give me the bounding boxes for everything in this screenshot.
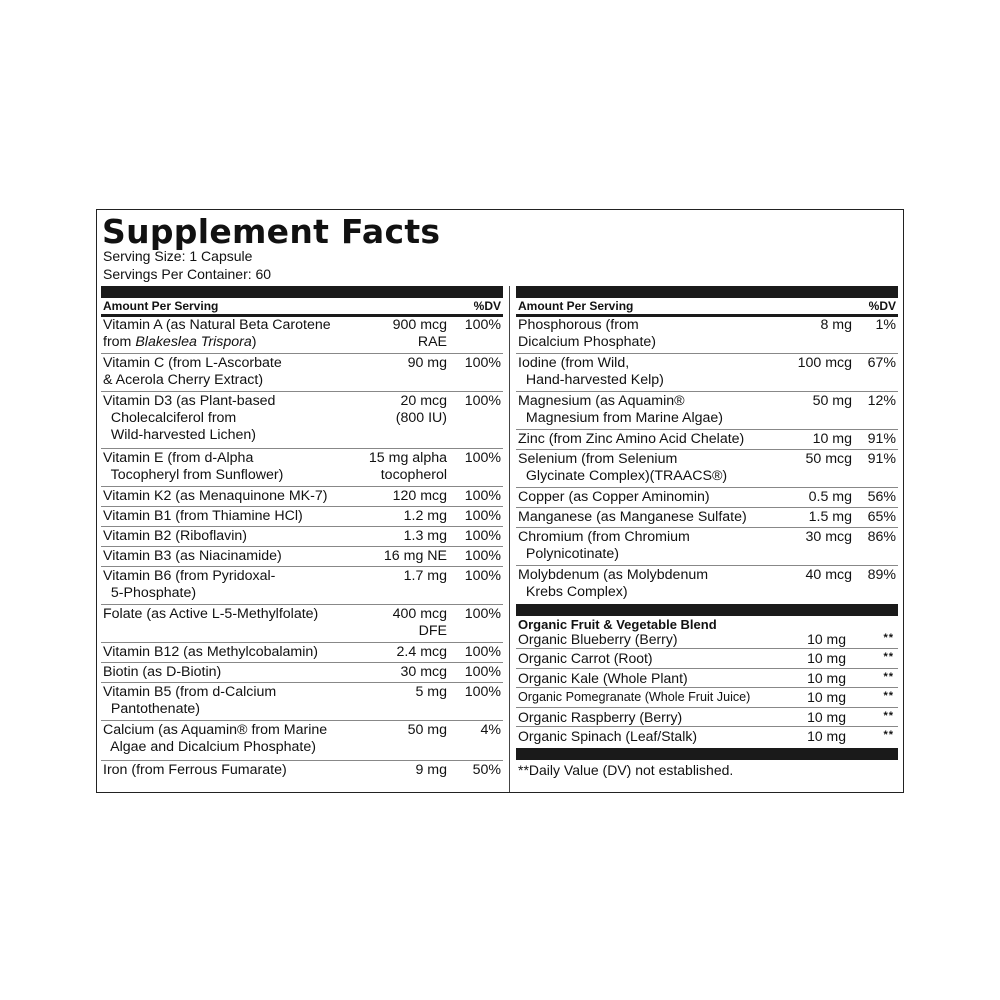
- ingredient-amount: 10 mg: [807, 708, 846, 725]
- blend-header: [516, 604, 898, 630]
- nutrient-name: Zinc (from Zinc Amino Acid Chelate): [518, 431, 745, 447]
- nutrient-amount: 30 mcg: [805, 529, 852, 545]
- dv-header: %DV: [868, 299, 896, 313]
- amount-header: Amount Per Serving: [518, 299, 634, 313]
- servings-per-container: Servings Per Container: 60: [103, 266, 272, 282]
- table-row: [101, 643, 503, 663]
- nutrient-amount: 5 mg: [415, 684, 447, 700]
- nutrient-name: Vitamin C (from L-Ascorbate & Acerola Cherry Extract): [103, 355, 282, 388]
- nutrient-name: Selenium (from Selenium Glycinate Complex)(TRAACS®): [518, 451, 728, 484]
- table-row: [516, 392, 898, 430]
- column-divider: [509, 286, 510, 792]
- table-row: [516, 566, 898, 604]
- nutrient-amount: 1.5 mg: [808, 509, 852, 525]
- amount-header: Amount Per Serving: [103, 299, 219, 313]
- nutrient-name: Chromium (from Chromium Polynicotinate): [518, 529, 690, 562]
- nutrient-dv: 86%: [867, 529, 896, 545]
- supplement-facts-panel: [96, 209, 904, 793]
- nutrient-amount: 9 mg: [415, 762, 447, 778]
- table-row: [101, 354, 503, 392]
- nutrient-name: Vitamin A (as Natural Beta Carotene from Blakeslea Trispora): [103, 317, 331, 350]
- table-row: [101, 487, 503, 507]
- ingredient-name: Organic Carrot (Root): [518, 650, 653, 667]
- nutrient-name: Manganese (as Manganese Sulfate): [518, 509, 747, 525]
- nutrient-dv: 89%: [867, 567, 896, 583]
- nutrient-amount: 8 mg: [820, 317, 852, 333]
- nutrient-amount: 900 mcg RAE: [392, 317, 447, 350]
- nutrient-dv: 56%: [867, 489, 896, 505]
- nutrient-amount: 2.4 mcg: [396, 644, 447, 660]
- table-header: [516, 286, 898, 316]
- ingredient-amount: 10 mg: [807, 669, 846, 686]
- ingredient-amount: 10 mg: [807, 650, 846, 667]
- ingredient-amount: 10 mg: [807, 689, 846, 706]
- nutrient-dv: 100%: [464, 568, 501, 584]
- table-row: [101, 721, 503, 761]
- nutrient-dv: 50%: [472, 762, 501, 778]
- table-row: [516, 316, 898, 354]
- ingredient-dv: **: [883, 728, 894, 741]
- table-row: [101, 316, 503, 354]
- nutrient-amount: 50 mcg: [805, 451, 852, 467]
- nutrient-amount: 50 mg: [407, 722, 447, 738]
- table-row: [101, 605, 503, 643]
- nutrient-dv: 100%: [464, 488, 501, 504]
- ingredient-name: Organic Kale (Whole Plant): [518, 669, 688, 686]
- right-nutrient-column: [516, 286, 898, 778]
- nutrient-name: Iron (from Ferrous Fumarate): [103, 762, 287, 778]
- table-header: [101, 286, 503, 316]
- table-row: [101, 507, 503, 527]
- ingredient-name: Organic Spinach (Leaf/Stalk): [518, 727, 697, 744]
- nutrient-dv: 4%: [480, 722, 501, 738]
- table-row: [516, 488, 898, 508]
- nutrient-dv: 100%: [464, 606, 501, 622]
- table-row: [101, 527, 503, 547]
- table-row: [101, 567, 503, 605]
- nutrient-name: Magnesium (as Aquamin® Magnesium from Marine Algae): [518, 393, 724, 426]
- page-title: Supplement Facts: [102, 212, 441, 251]
- table-row: [101, 392, 503, 449]
- nutrient-amount: 1.7 mg: [403, 568, 447, 584]
- ingredient-dv: **: [883, 670, 894, 683]
- nutrient-name: Vitamin B2 (Riboflavin): [103, 528, 248, 544]
- nutrient-name: Vitamin B1 (from Thiamine HCl): [103, 508, 303, 524]
- list-item: [516, 688, 898, 707]
- nutrient-name: Vitamin B5 (from d-Calcium Pantothenate): [103, 684, 277, 717]
- nutrient-amount: 15 mg alpha tocopherol: [368, 450, 447, 483]
- nutrient-dv: 100%: [464, 644, 501, 660]
- serving-size: Serving Size: 1 Capsule: [103, 248, 253, 264]
- nutrient-amount: 120 mcg: [392, 488, 447, 504]
- ingredient-dv: **: [883, 690, 894, 703]
- nutrient-name: Biotin (as D-Biotin): [103, 664, 222, 680]
- nutrient-dv: 100%: [464, 317, 501, 333]
- table-row: [101, 547, 503, 567]
- nutrient-dv: 100%: [464, 548, 501, 564]
- nutrient-dv: 67%: [867, 355, 896, 371]
- table-row: [101, 663, 503, 683]
- nutrient-name: Iodine (from Wild, Hand-harvested Kelp): [518, 355, 664, 388]
- list-item: [516, 669, 898, 688]
- nutrient-amount: 1.3 mg: [403, 528, 447, 544]
- nutrient-dv: 100%: [464, 355, 501, 371]
- nutrient-amount: 16 mg NE: [383, 548, 447, 564]
- nutrient-amount: 1.2 mg: [403, 508, 447, 524]
- ingredient-dv: **: [883, 651, 894, 664]
- nutrient-name: Molybdenum (as Molybdenum Krebs Complex): [518, 567, 709, 600]
- nutrient-dv: 65%: [867, 509, 896, 525]
- dv-header: %DV: [473, 299, 501, 313]
- nutrient-name: Vitamin D3 (as Plant-based Cholecalciferol from Wild-harvested Lichen): [103, 393, 276, 443]
- nutrient-name: Folate (as Active L-5-Methylfolate): [103, 606, 319, 622]
- ingredient-amount: 10 mg: [807, 727, 846, 744]
- nutrient-dv: 100%: [464, 508, 501, 524]
- ingredient-dv: **: [883, 709, 894, 722]
- nutrient-amount: 30 mcg: [400, 664, 447, 680]
- left-nutrient-column: [101, 286, 503, 783]
- blend-title: Organic Fruit & Vegetable Blend: [518, 617, 717, 632]
- table-row: [101, 683, 503, 721]
- nutrient-dv: 100%: [464, 684, 501, 700]
- nutrient-name: Vitamin E (from d-Alpha Tocopheryl from Sunflower): [103, 450, 284, 483]
- table-row: [516, 430, 898, 450]
- nutrient-dv: 91%: [867, 451, 896, 467]
- ingredient-dv: **: [883, 632, 894, 644]
- nutrient-name: Copper (as Copper Aminomin): [518, 489, 710, 505]
- table-row: [516, 354, 898, 392]
- ingredient-name: Organic Raspberry (Berry): [518, 708, 683, 725]
- nutrient-dv: 100%: [464, 393, 501, 409]
- nutrient-amount: 100 mcg: [797, 355, 852, 371]
- ingredient-name: Organic Pomegranate (Whole Fruit Juice): [518, 690, 751, 705]
- nutrient-dv: 91%: [867, 431, 896, 447]
- nutrient-amount: 90 mg: [407, 355, 447, 371]
- table-row: [516, 528, 898, 566]
- nutrient-name: Phosphorous (from Dicalcium Phosphate): [518, 317, 656, 350]
- table-row: [516, 450, 898, 488]
- nutrient-name: Vitamin B3 (as Niacinamide): [103, 548, 282, 564]
- list-item: [516, 630, 898, 649]
- ingredient-amount: 10 mg: [807, 631, 846, 647]
- nutrient-amount: 20 mcg (800 IU): [395, 393, 447, 426]
- nutrient-name: Vitamin K2 (as Menaquinone MK-7): [103, 488, 328, 504]
- nutrient-dv: 100%: [464, 528, 501, 544]
- nutrient-amount: 50 mg: [812, 393, 852, 409]
- table-row: [101, 449, 503, 487]
- nutrient-name: Vitamin B6 (from Pyridoxal- 5-Phosphate): [103, 568, 276, 601]
- footnote: **Daily Value (DV) not established.: [518, 762, 734, 779]
- footer-bar: [516, 748, 898, 760]
- nutrient-amount: 0.5 mg: [808, 489, 852, 505]
- table-row: [516, 508, 898, 528]
- nutrient-name: Calcium (as Aquamin® from Marine Algae and Dicalcium Phosphate): [103, 722, 328, 755]
- nutrient-dv: 100%: [464, 450, 501, 466]
- nutrient-dv: 100%: [464, 664, 501, 680]
- ingredient-name: Organic Blueberry (Berry): [518, 631, 678, 647]
- list-item: [516, 727, 898, 746]
- nutrient-amount: 10 mg: [812, 431, 852, 447]
- nutrient-dv: 1%: [875, 317, 896, 333]
- nutrient-name: Vitamin B12 (as Methylcobalamin): [103, 644, 319, 660]
- nutrient-amount: 400 mcg DFE: [392, 606, 447, 639]
- table-row: [101, 761, 503, 783]
- list-item: [516, 649, 898, 668]
- nutrient-dv: 12%: [867, 393, 896, 409]
- nutrient-amount: 40 mcg: [805, 567, 852, 583]
- list-item: [516, 708, 898, 727]
